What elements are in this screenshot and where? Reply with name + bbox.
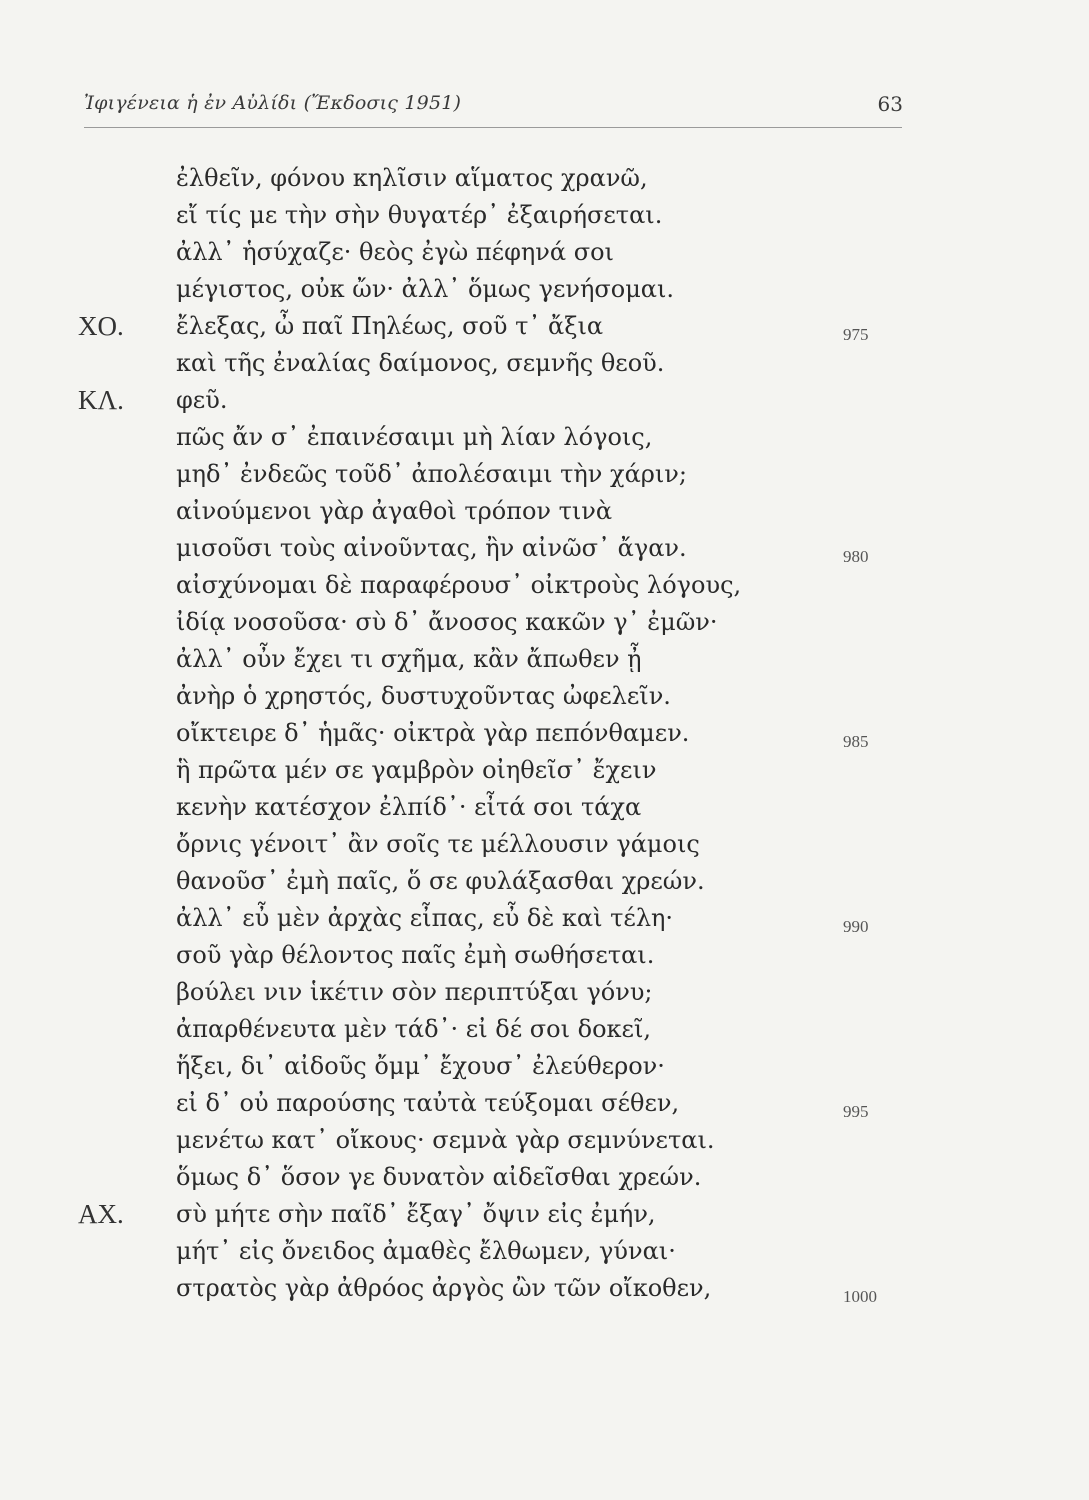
verse-text: ἐλθεῖν, φόνου κηλῖσιν αἵματος χρανῶ,: [176, 164, 648, 192]
verse-text: ἰδίᾳ νοσοῦσα· σὺ δ᾽ ἄνοσος κακῶν γ᾽ ἐμῶν·: [176, 608, 718, 636]
verse-line: [0, 1270, 1089, 1307]
verse-text: αἰσχύνομαι δὲ παραφέρουσ᾽ οἰκτροὺς λόγους,: [176, 571, 742, 599]
line-number: 975: [843, 325, 869, 344]
verse-text: στρατὸς γὰρ ἀθρόος ἀργὸς ὢν τῶν οἴκοθεν,: [176, 1274, 712, 1302]
verse-line: [0, 1011, 1089, 1048]
line-number: 990: [843, 917, 869, 936]
verse-text: καὶ τῆς ἐναλίας δαίμονος, σεμνῆς θεοῦ.: [176, 349, 665, 377]
verse-text: θανοῦσ᾽ ἐμὴ παῖς, ὅ σε φυλάξασθαι χρεών.: [176, 867, 705, 895]
verse-line: [0, 863, 1089, 900]
verse-line: [0, 271, 1089, 308]
speaker-label: ΚΛ.: [78, 385, 124, 415]
verse-text: ἔλεξας, ὦ παῖ Πηλέως, σοῦ τ᾽ ἄξια: [176, 312, 604, 340]
verse-text: μισοῦσι τοὺς αἰνοῦντας, ἢν αἰνῶσ᾽ ἄγαν.: [176, 534, 687, 562]
verse-text: ὄρνις γένοιτ᾽ ἂν σοῖς τε μέλλουσιν γάμοις: [176, 830, 700, 858]
verse-text: εἴ τίς με τὴν σὴν θυγατέρ᾽ ἐξαιρήσεται.: [176, 201, 663, 229]
verse-text: ἀλλ᾽ εὖ μὲν ἀρχὰς εἶπας, εὖ δὲ καὶ τέλη·: [176, 904, 674, 932]
page-number: 63: [877, 92, 903, 116]
verse-text: οἴκτειρε δ᾽ ἡμᾶς· οἰκτρὰ γὰρ πεπόνθαμεν.: [176, 719, 690, 747]
line-number: 980: [843, 547, 869, 566]
line-number: 985: [843, 732, 869, 751]
speaker-label: ΧΟ.: [78, 311, 124, 341]
verse-line: [0, 567, 1089, 604]
verse-text: ἀλλ᾽ ἡσύχαζε· θεὸς ἐγὼ πέφηνά σοι: [176, 238, 614, 266]
verse-text: ἀνὴρ ὁ χρηστός, δυστυχοῦντας ὠφελεῖν.: [176, 682, 671, 710]
verse-text: ἀπαρθένευτα μὲν τάδ᾽· εἰ δέ σοι δοκεῖ,: [176, 1015, 652, 1043]
verse-text: μηδ᾽ ἐνδεῶς τοῦδ᾽ ἀπολέσαιμι τὴν χάριν;: [176, 460, 687, 488]
verse-line: [0, 752, 1089, 789]
verse-line: [0, 1085, 1089, 1122]
verse-line: [0, 789, 1089, 826]
verse-text: ἥξει, δι᾽ αἰδοῦς ὄμμ᾽ ἔχουσ᾽ ἐλεύθερον·: [176, 1052, 665, 1080]
line-number: 995: [843, 1102, 869, 1121]
verse-line: [0, 234, 1089, 271]
verse-line: [0, 826, 1089, 863]
verse-text: σοῦ γὰρ θέλοντος παῖς ἐμὴ σωθήσεται.: [176, 941, 655, 969]
verse-line: [0, 160, 1089, 197]
line-number: 1000: [843, 1287, 877, 1306]
verse-text: αἰνούμενοι γὰρ ἀγαθοὶ τρόπον τινὰ: [176, 497, 613, 525]
running-title: Ἰφιγένεια ἡ ἐν Αὐλίδι (Ἔκδοσις 1951): [84, 92, 462, 114]
verse-line: [0, 456, 1089, 493]
verse-block: [0, 160, 1089, 1307]
verse-text: σὺ μήτε σὴν παῖδ᾽ ἔξαγ᾽ ὄψιν εἰς ἐμήν,: [176, 1200, 656, 1228]
verse-line: [0, 1233, 1089, 1270]
speaker-label: ΑΧ.: [78, 1199, 124, 1229]
verse-line: [0, 308, 1089, 345]
verse-line: [0, 1196, 1089, 1233]
verse-line: [0, 678, 1089, 715]
verse-text: βούλει νιν ἱκέτιν σὸν περιπτύξαι γόνυ;: [176, 978, 653, 1006]
verse-line: [0, 1159, 1089, 1196]
verse-line: [0, 715, 1089, 752]
verse-line: [0, 197, 1089, 234]
verse-text: ἀλλ᾽ οὖν ἔχει τι σχῆμα, κἂν ἄπωθεν ᾖ: [176, 645, 642, 673]
verse-line: [0, 1122, 1089, 1159]
verse-text: ὅμως δ᾽ ὅσον γε δυνατὸν αἰδεῖσθαι χρεών.: [176, 1163, 702, 1191]
verse-line: [0, 900, 1089, 937]
verse-line: [0, 937, 1089, 974]
verse-line: [0, 493, 1089, 530]
verse-text: φεῦ.: [176, 386, 228, 414]
verse-line: [0, 604, 1089, 641]
verse-line: [0, 1048, 1089, 1085]
verse-text: μήτ᾽ εἰς ὄνειδος ἀμαθὲς ἔλθωμεν, γύναι·: [176, 1237, 676, 1265]
verse-line: [0, 530, 1089, 567]
verse-line: [0, 382, 1089, 419]
verse-text: μέγιστος, οὐκ ὤν· ἀλλ᾽ ὅμως γενήσομαι.: [176, 275, 675, 303]
verse-text: κενὴν κατέσχον ἐλπίδ᾽· εἶτά σοι τάχα: [176, 793, 642, 821]
verse-text: ἣ πρῶτα μέν σε γαμβρὸν οἰηθεῖσ᾽ ἔχειν: [176, 756, 657, 784]
verse-text: πῶς ἄν σ᾽ ἐπαινέσαιμι μὴ λίαν λόγοις,: [176, 423, 653, 451]
verse-text: μενέτω κατ᾽ οἴκους· σεμνὰ γὰρ σεμνύνεται.: [176, 1126, 715, 1154]
header-rule: [84, 127, 902, 128]
verse-line: [0, 345, 1089, 382]
verse-line: [0, 974, 1089, 1011]
verse-line: [0, 419, 1089, 456]
verse-text: εἰ δ᾽ οὐ παρούσης ταὐτὰ τεύξομαι σέθεν,: [176, 1089, 680, 1117]
verse-line: [0, 641, 1089, 678]
